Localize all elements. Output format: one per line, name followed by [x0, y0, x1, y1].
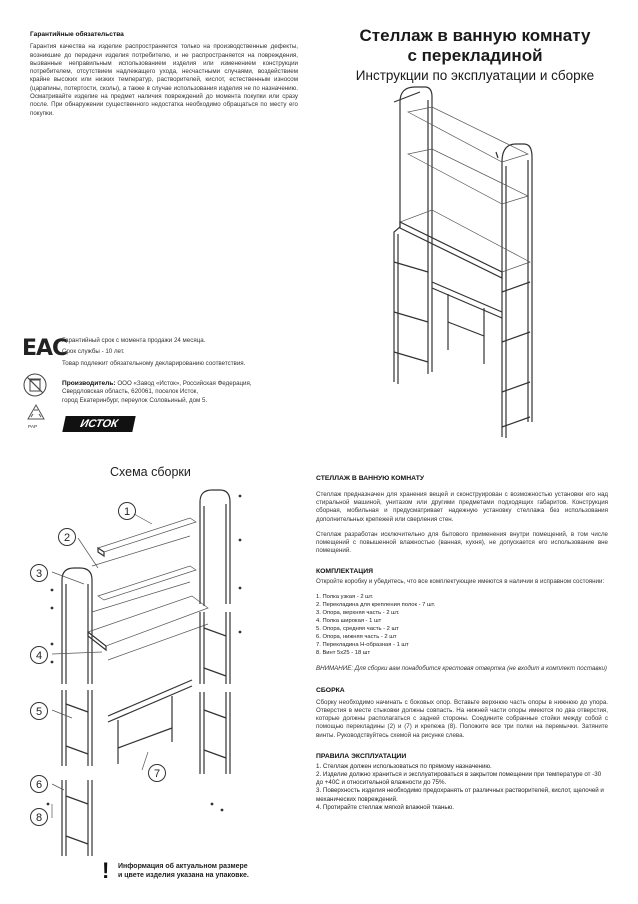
- callout-3: 3: [30, 564, 48, 582]
- crossed-bin-icon: [22, 372, 48, 398]
- kit-item: 1. Полка узкая - 2 шт.: [316, 593, 374, 600]
- callout-8: 8: [30, 808, 48, 826]
- callout-2: 2: [58, 528, 76, 546]
- page-title-line2: с перекладиной: [407, 46, 543, 65]
- shelf-product-illustration: [380, 82, 540, 442]
- kit-item: 4. Полка широкая - 1 шт: [316, 617, 382, 624]
- kit-item: 5. Опора, средняя часть - 2 шт: [316, 625, 399, 632]
- callout-1: 1: [118, 502, 136, 520]
- warranty-heading: Гарантийные обязательства: [30, 31, 124, 38]
- page-title-line1: Стеллаж в ванную комнату: [359, 26, 591, 45]
- guarantee-line1: Гарантийный срок с момента продажи 24 месяца.: [62, 337, 206, 344]
- guarantee-block: [62, 337, 302, 368]
- instructions-column: [316, 474, 608, 812]
- rules-list: [316, 763, 608, 812]
- producer-block: [62, 380, 312, 405]
- shelf-heading: СТЕЛЛАЖ В ВАННУЮ КОМНАТУ: [316, 475, 425, 482]
- scheme-note-line2: и цвете изделия указана на упаковке.: [118, 872, 249, 879]
- kit-list: [316, 593, 608, 657]
- producer-text2: Свердловская область, 620061, поселок Исток,: [62, 388, 199, 396]
- shelf-p1: Стеллаж предназначен для хранения вещей и сконструирован с возможностью установки его над стиральной машиной, унитазом или другими предметами подходящих габаритов. Конструкция сборная, мобильная и предусматривает надежную установку стеллажа без использования дополнительных крепежей или сверления стен.: [316, 491, 608, 523]
- rules-item: 4. Протирайте стеллаж мягкой влажной тканью.: [316, 803, 454, 811]
- title-block: [335, 26, 615, 84]
- callout-5: 5: [30, 702, 48, 720]
- callout-6: 6: [30, 775, 48, 793]
- warranty-section: [30, 31, 298, 118]
- kit-heading: КОМПЛЕКТАЦИЯ: [316, 568, 373, 576]
- callout-4: 4: [30, 646, 48, 664]
- kit-item: 6. Опора, нижняя часть - 2 шт: [316, 633, 397, 640]
- shelf-p2: Стеллаж разработан исключительно для бытового применения внутри помещений, в том числе помещений с повышенной влажностью (ванная, кухня), не допускается его использование вне помещений.: [316, 530, 608, 555]
- kit-item: 2. Перекладина для крепления полок - 7 шт.: [316, 601, 436, 608]
- kit-item: 3. Опора, верхняя часть - 2 шт.: [316, 609, 400, 616]
- rules-heading: ПРАВИЛА ЭКСПЛУАТАЦИИ: [316, 752, 407, 760]
- callout-7: 7: [148, 764, 166, 782]
- producer-text3: город Екатеринбург, переулок Соловьиный, дом 5.: [62, 396, 208, 404]
- recycle-label: PAP: [28, 425, 38, 430]
- assembly-heading: СБОРКА: [316, 686, 345, 694]
- brand-logo: ИСТОК: [62, 416, 135, 432]
- kit-note: ВНИМАНИЕ: Для сборки вам понадобится крестовая отвертка (не входит в комплект поставки): [316, 664, 607, 672]
- rules-item: 2. Изделие должно храниться и эксплуатироваться в закрытом помещении при температуре от -30 до +40С и относительной влажности до 75%.: [316, 771, 602, 787]
- warranty-text: Гарантия качества на изделие распространяется только на производственные дефекты, возникшие до передачи изделия потребителю, и не распространяется на повреждения, вызванные неправильным использованием изделия или изменением конструкции потребителем, отсутствием надлежащего ухода, несчастными случаями, воздействием крайне высоких или низких температур, растворителей, кислот, естественным износом (царапины, потертости, сколы), а также в случае использования изделия не по назначению. Осматривайте изделие на предмет наличия повреждений до момента покупки или сразу после. При обнаружении существенного недостатка необходимо обращаться по месту его покупки.: [30, 43, 298, 117]
- scheme-note: [118, 862, 288, 880]
- kit-item: 7. Перекладина Н-образная - 1 шт: [316, 641, 409, 648]
- rules-item: 3. Поверхность изделия необходимо предохранять от различных растворителей, кислот, щелочей и механических повреждений.: [316, 787, 604, 803]
- assembly-text: Сборку необходимо начинать с боковых опор. Вставьте верхнюю часть опоры в нижнюю до упора. Отверстия в месте стыковки должны совпасть. На нижней части опоры имеются по два отверстия, которые должны располагаться с задней стороны. Соедините собранные стойки между собой с помощью перекладины (2) и (7) и крепежа (8). Положите все три полки на перемычки. Затяните винты. Руководствуйтесь схемой на рисунке слева.: [316, 698, 608, 739]
- scheme-note-line1: Информация об актуальном размере: [118, 863, 248, 870]
- kit-item: 8. Винт 5х25 - 18 шт: [316, 649, 371, 656]
- scheme-note-mark: !: [102, 858, 110, 883]
- page-subtitle: Инструкции по эксплуатации и сборке: [355, 68, 595, 83]
- guarantee-line2: Срок службы - 10 лет.: [62, 348, 125, 356]
- guarantee-line3: Товар подлежит обязательному декларированию соответствия.: [62, 359, 246, 367]
- kit-intro: Откройте коробку и убедитесь, что все комплектующие имеются в наличии в исправном состоянии:: [316, 578, 605, 586]
- scheme-title: Схема сборки: [110, 465, 191, 479]
- rules-item: 1. Стеллаж должен использоваться по прямому назначению.: [316, 762, 492, 770]
- producer-label: Производитель:: [62, 380, 116, 387]
- eac-logo: ЕАС: [22, 336, 68, 361]
- producer-text1: ООО «Завод «Исток», Российская Федерация,: [115, 380, 252, 387]
